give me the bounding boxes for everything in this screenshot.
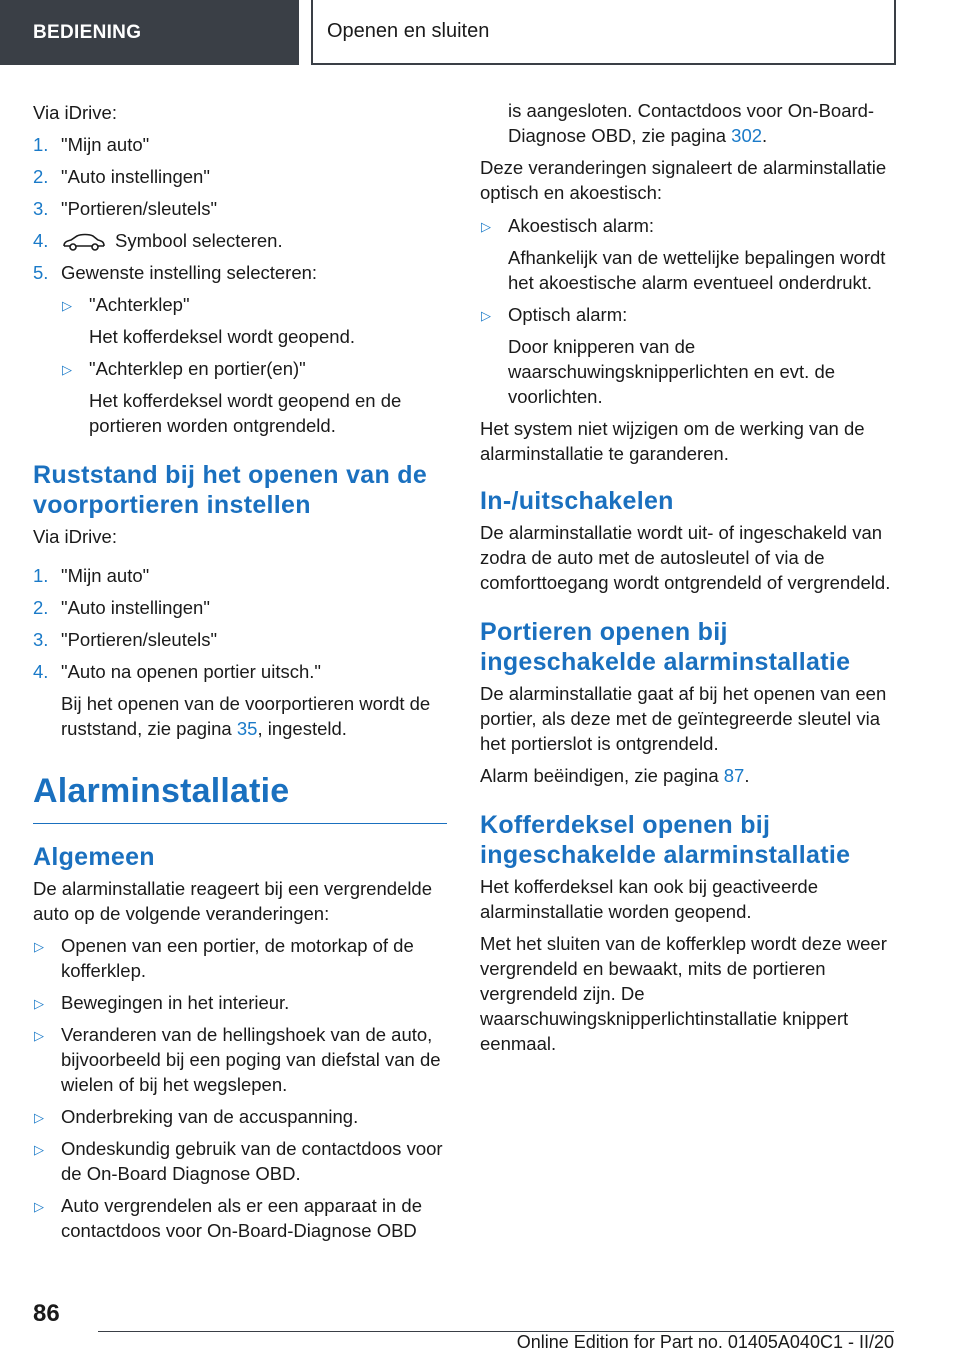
page-link[interactable]: 87 [723, 765, 745, 786]
list-item: ▷ "Achterklep" Het kofferdeksel wordt geopend. [62, 294, 356, 347]
paragraph: Deze veranderingen signaleert de alarminstallatie optisch en akoestisch: [480, 157, 887, 203]
car-icon [61, 233, 107, 251]
list-item: 3. "Portieren/sleutels" [33, 629, 218, 650]
footer-edition: Online Edition for Part no. 01405A040C1 - II/20 [516, 1332, 894, 1352]
paragraph: De alarminstallatie wordt uit- of ingeschakeld van zodra de auto met de autosleutel of via de comforttoegang wordt ontgrendeld of vergrendeld. [480, 522, 891, 593]
paragraph: Alarm beëindigen, zie pagina 87. [480, 765, 750, 786]
section-tab [0, 0, 299, 65]
heading-inuitschakelen: In-/uitschakelen [480, 487, 674, 515]
sub-options-list [61, 292, 447, 438]
paragraph: Met het sluiten van de kofferklep wordt deze weer vergrendeld en bewaakt, mits de portieren vergrendeld zijn. De waarschuwingsknipperlichtinstallatie knippert eenmaal. [480, 933, 887, 1054]
paragraph: Het kofferdeksel kan ook bij geactiveerde alarminstallatie worden geopend. [480, 876, 818, 922]
heading-alarminstallatie: Alarminstallatie [33, 772, 290, 810]
intro-text: Via iDrive: [33, 102, 117, 123]
list-item: ▷ Onderbreking van de accuspanning. [33, 1104, 447, 1129]
right-column [480, 98, 894, 1063]
triangle-bullet-icon: ▷ [34, 939, 44, 954]
page-number: 86 [33, 1300, 60, 1327]
paragraph: Het system niet wijzigen om de werking van de alarminstallatie te garanderen. [480, 418, 865, 464]
chapter-title: Openen en sluiten [327, 20, 490, 42]
list-item: 2. "Auto instellingen" [33, 597, 210, 618]
list-item: ▷ "Achterklep en portier(en)" Het kofferdeksel wordt geopend en de portieren worden ontgrendeld. [62, 358, 402, 436]
list-item: ▷ Akoestisch alarm: Afhankelijk van de wettelijke bepalingen wordt het akoestische alarm eventueel onderdrukt. [481, 215, 886, 293]
paragraph: De alarminstallatie reageert bij een vergrendelde auto op de volgende veranderingen: [33, 878, 433, 924]
heading-rule [33, 823, 447, 824]
triangle-bullet-icon: ▷ [62, 298, 72, 313]
heading-algemeen: Algemeen [33, 843, 155, 871]
intro-text: Via iDrive: [33, 526, 117, 547]
list-item: ▷ Veranderen van de hellingshoek van de auto, bijvoorbeeld bij een poging van diefstal van de wielen of bij het wegslepen. [34, 1024, 441, 1095]
left-column [33, 100, 447, 1250]
triangle-bullet-icon: ▷ [34, 1028, 44, 1043]
list-item: 4. "Auto na openen portier uitsch." Bij het openen van de voorportieren wordt de ruststand, zie pagina 35, ingesteld. [33, 661, 431, 739]
list-item: 3. "Portieren/sleutels" [33, 198, 218, 219]
list-item: ▷ Bewegingen in het interieur. [33, 990, 447, 1015]
list-item: 1. "Mijn auto" [33, 565, 150, 586]
triangle-bullet-icon: ▷ [34, 996, 44, 1011]
list-item: ▷ Ondeskundig gebruik van de contactdoos voor de On-Board Diagnose OBD. [34, 1138, 443, 1184]
triangle-bullet-icon: ▷ [481, 308, 491, 323]
heading-portieren-openen: Portieren openen bij ingeschakelde alarminstallatie [480, 618, 851, 676]
list-item: 5. Gewenste instelling selecteren: ▷ "Achterklep" Het kofferdeksel wordt geopend. ▷ "Achterklep en portier(en)" Het kofferdeksel wordt geopend en de portieren worden ontgrendeld. [33, 260, 447, 438]
triangle-bullet-icon: ▷ [62, 362, 72, 377]
triangle-bullet-icon: ▷ [34, 1110, 44, 1125]
page-link[interactable]: 302 [731, 125, 763, 146]
alarm-types-list [480, 213, 894, 409]
triangle-bullet-icon: ▷ [34, 1199, 44, 1214]
chapter-tab [311, 0, 896, 65]
heading-kofferdeksel: Kofferdeksel openen bij ingeschakelde alarminstallatie [480, 811, 851, 869]
list-item: ▷ Optisch alarm: Door knipperen van de waarschuwingsknipperlichten en evt. de voorlichten. [481, 304, 836, 407]
paragraph: De alarminstallatie gaat af bij het openen van een portier, als deze met de geïntegreerde sleutel via het portierslot is ontgrendeld. [480, 683, 887, 754]
triangle-bullet-icon: ▷ [481, 219, 491, 234]
list-item: ▷ Auto vergrendelen als er een apparaat in de contactdoos voor On-Board-Diagnose OBD [34, 1195, 423, 1241]
triangle-bullet-icon: ▷ [34, 1142, 44, 1157]
paragraph: is aangesloten. Contactdoos voor On-Board-Diagnose OBD, zie pagina 302. [508, 100, 875, 146]
list-item: 2. "Auto instellingen" [33, 166, 210, 187]
changes-list [33, 933, 447, 1243]
list-item: ▷ Openen van een portier, de motorkap of de kofferklep. [34, 935, 414, 981]
page-link[interactable]: 35 [236, 718, 258, 739]
steps-list [33, 132, 447, 438]
list-item: 4. Symbool selecteren. [33, 230, 283, 251]
list-item: 1. "Mijn auto" [33, 134, 150, 155]
section-title: BEDIENING [33, 21, 142, 43]
steps-list [33, 563, 447, 741]
heading-ruststand: Ruststand bij het openen van de voorportieren instellen [33, 461, 428, 519]
